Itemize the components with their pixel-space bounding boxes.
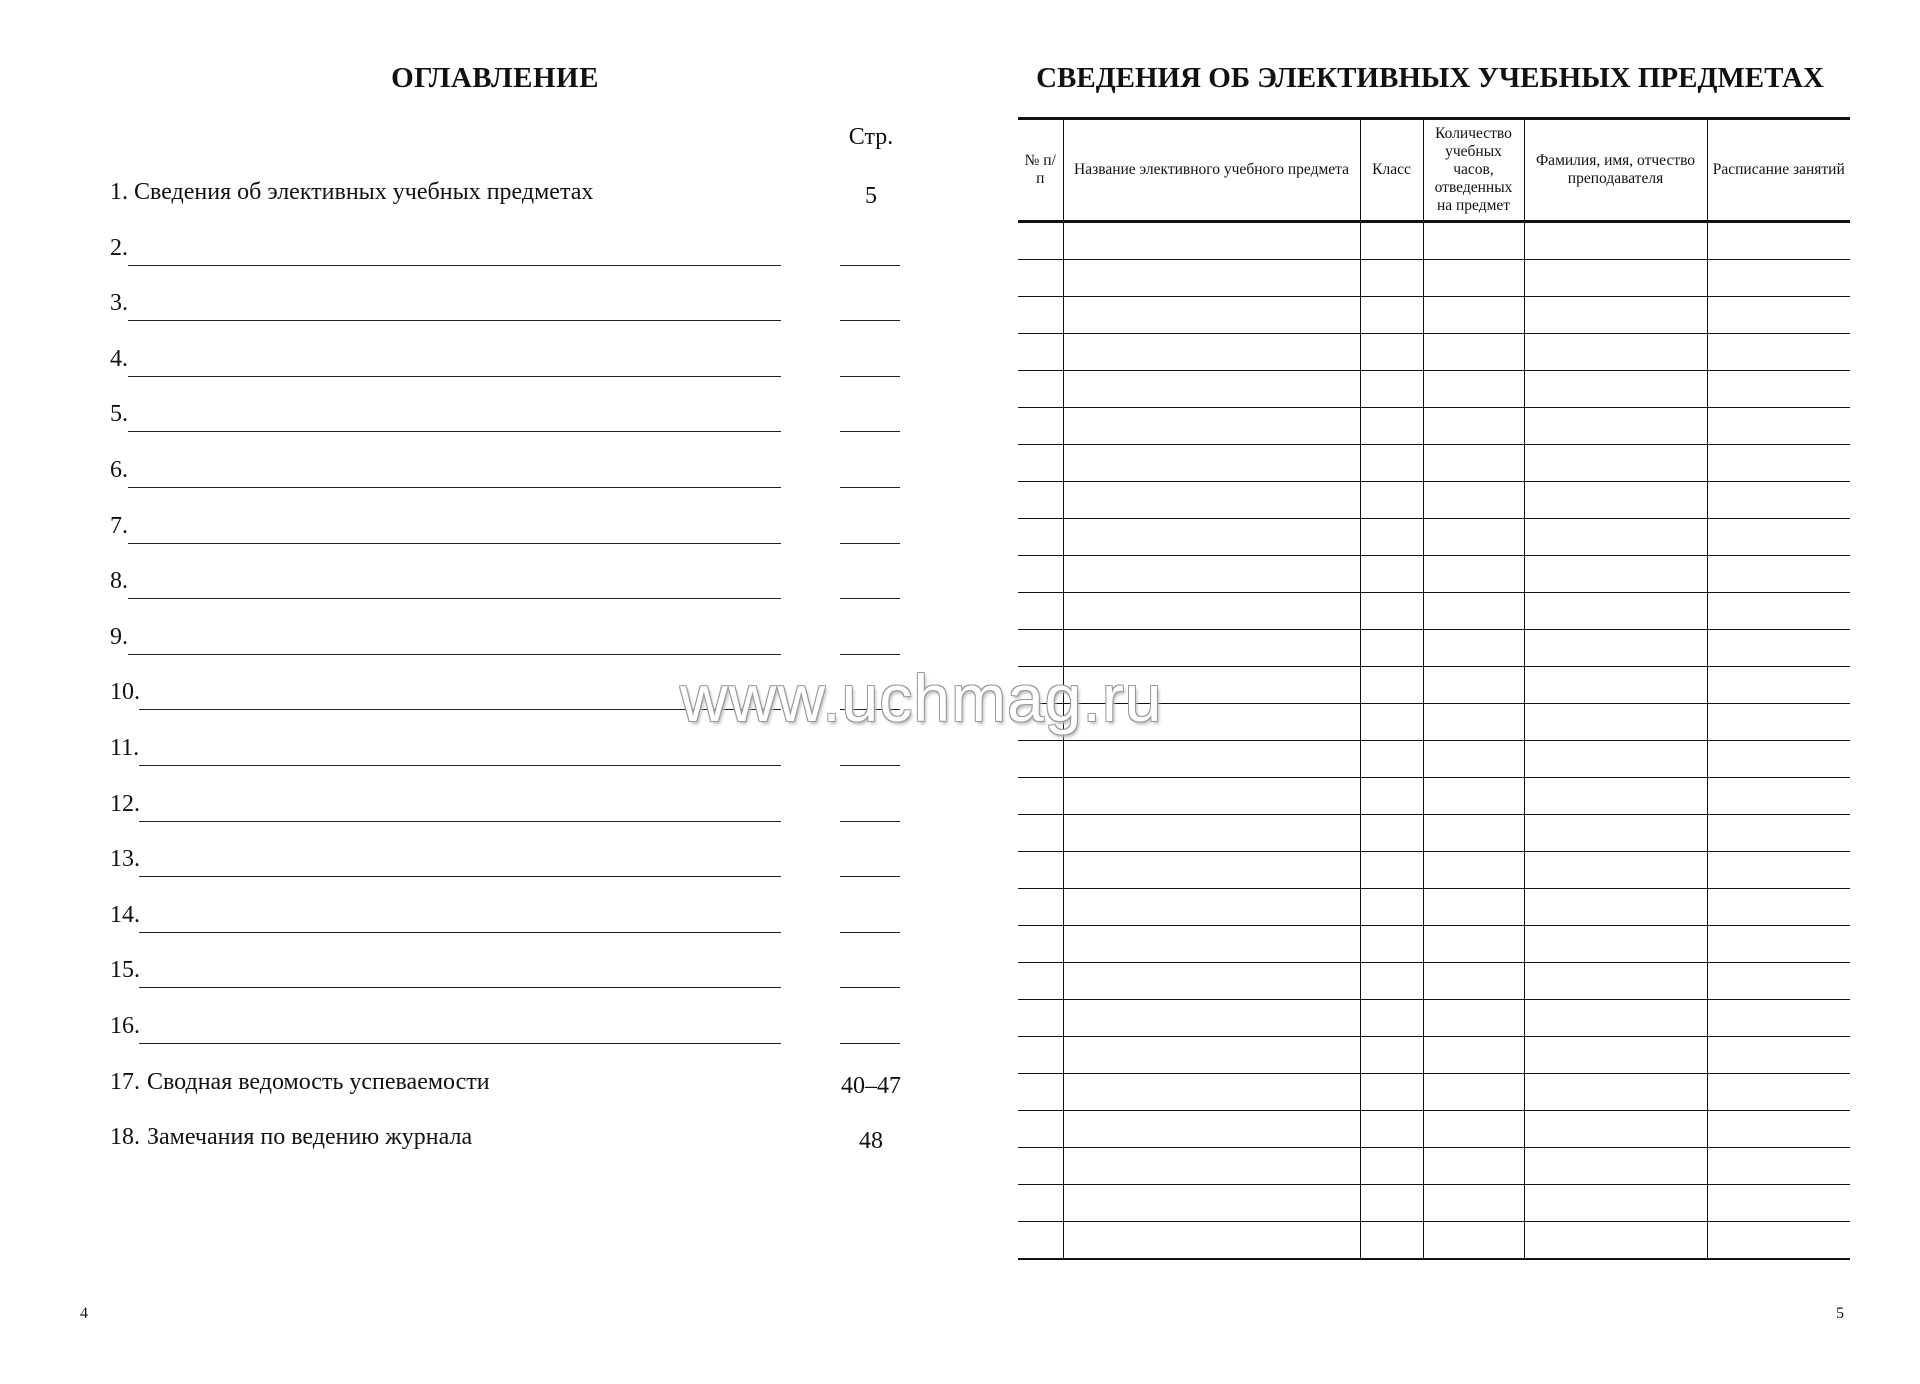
toc-entry-blank-line: [128, 543, 781, 544]
cell-hours: [1423, 704, 1524, 741]
cell-schedule: [1707, 297, 1850, 334]
right-page: [960, 0, 1920, 1384]
table-row: [1018, 1185, 1850, 1222]
toc-entry-page-blank: [840, 681, 900, 710]
cell-class: [1360, 630, 1423, 667]
toc-row: [110, 672, 910, 712]
cell-schedule: [1707, 593, 1850, 630]
cell-teacher: [1524, 630, 1707, 667]
table-row: [1018, 963, 1850, 1000]
table-row: [1018, 334, 1850, 371]
cell-class: [1360, 815, 1423, 852]
cell-subject-name: [1063, 926, 1360, 963]
cell-number: [1018, 1000, 1063, 1037]
cell-class: [1360, 556, 1423, 593]
cell-teacher: [1524, 334, 1707, 371]
cell-class: [1360, 704, 1423, 741]
cell-schedule: [1707, 482, 1850, 519]
cell-class: [1360, 852, 1423, 889]
cell-schedule: [1707, 1185, 1850, 1222]
toc-entry-blank-line: [128, 654, 781, 655]
table-row: [1018, 926, 1850, 963]
cell-teacher: [1524, 482, 1707, 519]
cell-teacher: [1524, 445, 1707, 482]
cell-hours: [1423, 852, 1524, 889]
electives-table: [1018, 117, 1850, 1260]
cell-number: [1018, 593, 1063, 630]
cell-teacher: [1524, 1185, 1707, 1222]
col-header-schedule: Расписание занятий: [1707, 119, 1850, 222]
toc-entry-page-blank: [840, 570, 900, 599]
cell-number: [1018, 371, 1063, 408]
cell-subject-name: [1063, 741, 1360, 778]
cell-class: [1360, 889, 1423, 926]
table-row: [1018, 704, 1850, 741]
toc-entry-blank-line: [139, 765, 781, 766]
toc-entry-number: 9.: [110, 623, 128, 650]
watermark: www.uchmag.ru: [680, 661, 1163, 735]
toc-entry-number: 2.: [110, 234, 128, 261]
table-row: [1018, 222, 1850, 260]
cell-number: [1018, 1148, 1063, 1185]
cell-subject-name: [1063, 222, 1360, 260]
cell-hours: [1423, 222, 1524, 260]
cell-teacher: [1524, 408, 1707, 445]
cell-teacher: [1524, 667, 1707, 704]
cell-schedule: [1707, 963, 1850, 1000]
cell-schedule: [1707, 630, 1850, 667]
cell-class: [1360, 1037, 1423, 1074]
cell-class: [1360, 1000, 1423, 1037]
cell-hours: [1423, 778, 1524, 815]
cell-subject-name: [1063, 297, 1360, 334]
toc-row: [110, 561, 910, 601]
table-row: [1018, 593, 1850, 630]
col-header-teacher: Фамилия, имя, отчество преподавателя: [1524, 119, 1707, 222]
toc-entry-blank-line: [128, 487, 781, 488]
toc-entry-number: 5.: [110, 401, 128, 428]
table-row: [1018, 408, 1850, 445]
toc-entry-blank-line: [139, 876, 781, 877]
cell-schedule: [1707, 519, 1850, 556]
cell-hours: [1423, 889, 1524, 926]
cell-number: [1018, 926, 1063, 963]
cell-class: [1360, 222, 1423, 260]
cell-class: [1360, 1148, 1423, 1185]
toc-entry-blank-line: [128, 320, 781, 321]
cell-subject-name: [1063, 815, 1360, 852]
cell-hours: [1423, 1000, 1524, 1037]
cell-teacher: [1524, 297, 1707, 334]
cell-subject-name: [1063, 630, 1360, 667]
cell-teacher: [1524, 260, 1707, 297]
cell-schedule: [1707, 852, 1850, 889]
toc-entry-page-blank: [840, 737, 900, 766]
toc-entry-page-blank: [840, 237, 900, 266]
toc-entry-page-blank: [840, 626, 900, 655]
table-row: [1018, 1111, 1850, 1148]
cell-number: [1018, 815, 1063, 852]
cell-schedule: [1707, 889, 1850, 926]
cell-schedule: [1707, 1074, 1850, 1111]
cell-class: [1360, 445, 1423, 482]
cell-number: [1018, 630, 1063, 667]
toc-entry-number: 3.: [110, 290, 128, 317]
toc-row: [110, 394, 910, 434]
toc-entry-number: 12.: [110, 790, 140, 817]
toc-entry-number: 1.: [110, 179, 128, 205]
cell-subject-name: [1063, 1074, 1360, 1111]
cell-class: [1360, 963, 1423, 1000]
cell-schedule: [1707, 408, 1850, 445]
cell-schedule: [1707, 222, 1850, 260]
cell-class: [1360, 297, 1423, 334]
toc-entry-number: 6.: [110, 457, 128, 483]
cell-class: [1360, 1111, 1423, 1148]
toc-entry-number: 15.: [110, 957, 140, 984]
cell-hours: [1423, 482, 1524, 519]
table-row: [1018, 1000, 1850, 1037]
toc-entry-page: 5: [865, 183, 877, 209]
toc-entry-blank-line: [128, 265, 781, 266]
cell-subject-name: [1063, 889, 1360, 926]
cell-hours: [1423, 371, 1524, 408]
cell-teacher: [1524, 222, 1707, 260]
toc-entry-page-blank: [840, 515, 900, 544]
cell-schedule: [1707, 445, 1850, 482]
toc-entry-label: Замечания по ведению журнала: [147, 1124, 473, 1151]
cell-teacher: [1524, 926, 1707, 963]
toc-entry-page-blank: [840, 348, 900, 377]
cell-number: [1018, 260, 1063, 297]
toc-row: [110, 1062, 910, 1102]
table-row: [1018, 260, 1850, 297]
toc-row: [110, 506, 910, 546]
cell-subject-name: [1063, 371, 1360, 408]
cell-hours: [1423, 1148, 1524, 1185]
cell-hours: [1423, 963, 1524, 1000]
table-row: [1018, 852, 1850, 889]
cell-hours: [1423, 1074, 1524, 1111]
toc-row: [110, 1117, 910, 1157]
cell-subject-name: [1063, 963, 1360, 1000]
cell-subject-name: [1063, 1148, 1360, 1185]
toc-entry-number: 7.: [110, 512, 128, 539]
cell-subject-name: [1063, 852, 1360, 889]
toc-entry-number: 14.: [110, 901, 140, 928]
toc-entry-page: 48: [859, 1128, 883, 1155]
toc-row: [110, 172, 910, 212]
cell-schedule: [1707, 334, 1850, 371]
cell-schedule: [1707, 371, 1850, 408]
cell-class: [1360, 519, 1423, 556]
cell-number: [1018, 704, 1063, 741]
cell-class: [1360, 778, 1423, 815]
toc-row: [110, 895, 910, 935]
toc-entry-blank-line: [139, 932, 781, 933]
toc-row: [110, 728, 910, 768]
col-header-number: № п/п: [1018, 119, 1063, 222]
cell-schedule: [1707, 260, 1850, 297]
cell-teacher: [1524, 778, 1707, 815]
table-row: [1018, 815, 1850, 852]
table-row: [1018, 519, 1850, 556]
cell-teacher: [1524, 852, 1707, 889]
cell-subject-name: [1063, 482, 1360, 519]
toc-entry-page-blank: [840, 904, 900, 933]
cell-number: [1018, 1037, 1063, 1074]
toc-entry-number: 10.: [110, 679, 140, 706]
toc-row: [110, 283, 910, 323]
toc-page-column-header: Стр.: [848, 124, 894, 150]
toc-entry-page-blank: [840, 1015, 900, 1044]
toc-row: [110, 450, 910, 490]
cell-schedule: [1707, 667, 1850, 704]
cell-teacher: [1524, 1148, 1707, 1185]
cell-subject-name: [1063, 408, 1360, 445]
cell-number: [1018, 445, 1063, 482]
cell-teacher: [1524, 741, 1707, 778]
cell-hours: [1423, 408, 1524, 445]
cell-schedule: [1707, 1222, 1850, 1260]
table-row: [1018, 889, 1850, 926]
cell-teacher: [1524, 1037, 1707, 1074]
cell-teacher: [1524, 593, 1707, 630]
toc-row: [110, 950, 910, 990]
cell-number: [1018, 297, 1063, 334]
toc-entry-page-blank: [840, 292, 900, 321]
cell-hours: [1423, 926, 1524, 963]
cell-class: [1360, 1222, 1423, 1260]
toc-entry-number: 17.: [110, 1068, 140, 1095]
cell-subject-name: [1063, 1111, 1360, 1148]
cell-teacher: [1524, 556, 1707, 593]
toc-entry-page-blank: [840, 403, 900, 432]
cell-hours: [1423, 519, 1524, 556]
cell-schedule: [1707, 1111, 1850, 1148]
cell-subject-name: [1063, 334, 1360, 371]
cell-schedule: [1707, 741, 1850, 778]
cell-hours: [1423, 593, 1524, 630]
table-row: [1018, 556, 1850, 593]
cell-hours: [1423, 630, 1524, 667]
cell-number: [1018, 334, 1063, 371]
toc-row: [110, 839, 910, 879]
table-row: [1018, 1037, 1850, 1074]
cell-class: [1360, 741, 1423, 778]
toc-entry-page-blank: [840, 959, 900, 988]
table-row: [1018, 1222, 1850, 1260]
cell-number: [1018, 1185, 1063, 1222]
toc-entry-number: 8.: [110, 568, 128, 595]
toc-entry-page: 40–47: [841, 1072, 901, 1099]
cell-subject-name: [1063, 260, 1360, 297]
toc-entry-blank-line: [128, 598, 781, 599]
toc-entry-number: 4.: [110, 345, 128, 372]
toc-entry-blank-line: [139, 987, 781, 988]
cell-number: [1018, 1111, 1063, 1148]
cell-number: [1018, 482, 1063, 519]
table-row: [1018, 371, 1850, 408]
cell-number: [1018, 408, 1063, 445]
cell-class: [1360, 371, 1423, 408]
cell-hours: [1423, 260, 1524, 297]
table-row: [1018, 1148, 1850, 1185]
toc-entry-blank-line: [128, 431, 781, 432]
cell-class: [1360, 260, 1423, 297]
cell-hours: [1423, 667, 1524, 704]
cell-hours: [1423, 1111, 1524, 1148]
table-row: [1018, 1074, 1850, 1111]
cell-teacher: [1524, 1111, 1707, 1148]
cell-teacher: [1524, 815, 1707, 852]
cell-schedule: [1707, 926, 1850, 963]
cell-class: [1360, 482, 1423, 519]
col-header-subject-name: Название элективного учебного предмета: [1063, 119, 1360, 222]
col-header-class: Класс: [1360, 119, 1423, 222]
cell-hours: [1423, 334, 1524, 371]
toc-row: [110, 339, 910, 379]
cell-number: [1018, 1074, 1063, 1111]
cell-hours: [1423, 445, 1524, 482]
cell-subject-name: [1063, 1185, 1360, 1222]
cell-subject-name: [1063, 556, 1360, 593]
cell-schedule: [1707, 1037, 1850, 1074]
cell-subject-name: [1063, 1037, 1360, 1074]
cell-class: [1360, 667, 1423, 704]
toc-entry-label: Сведения об элективных учебных предметах: [134, 179, 594, 205]
table-row: [1018, 297, 1850, 334]
cell-subject-name: [1063, 1000, 1360, 1037]
toc-entry-number: 18.: [110, 1124, 140, 1151]
toc-entry-label: Сводная ведомость успеваемости: [147, 1068, 490, 1095]
toc-entry-number: 11.: [110, 735, 140, 761]
cell-number: [1018, 556, 1063, 593]
cell-hours: [1423, 1037, 1524, 1074]
electives-table-title: СВЕДЕНИЯ ОБ ЭЛЕКТИВНЫХ УЧЕБНЫХ ПРЕДМЕТАХ: [1036, 62, 1824, 94]
table-row: [1018, 778, 1850, 815]
cell-class: [1360, 1074, 1423, 1111]
toc-row: [110, 1006, 910, 1046]
toc-entry-number: 16.: [110, 1013, 140, 1039]
cell-subject-name: [1063, 1222, 1360, 1260]
cell-hours: [1423, 556, 1524, 593]
cell-teacher: [1524, 371, 1707, 408]
cell-subject-name: [1063, 667, 1360, 704]
cell-teacher: [1524, 1074, 1707, 1111]
toc-entry-page-blank: [840, 459, 900, 488]
toc-title: ОГЛАВЛЕНИЕ: [391, 62, 599, 94]
cell-class: [1360, 1185, 1423, 1222]
cell-number: [1018, 963, 1063, 1000]
cell-schedule: [1707, 815, 1850, 852]
cell-teacher: [1524, 889, 1707, 926]
cell-number: [1018, 741, 1063, 778]
col-header-hours: Количество учебных часов, отведенных на предмет: [1423, 119, 1524, 222]
cell-subject-name: [1063, 445, 1360, 482]
toc-entry-blank-line: [139, 1043, 781, 1044]
cell-class: [1360, 334, 1423, 371]
toc-entry-blank-line: [128, 376, 781, 377]
cell-subject-name: [1063, 704, 1360, 741]
cell-class: [1360, 408, 1423, 445]
cell-number: [1018, 1222, 1063, 1260]
cell-schedule: [1707, 1000, 1850, 1037]
toc-entry-page-blank: [840, 793, 900, 822]
page-number-right: 5: [1836, 1305, 1844, 1322]
toc-row: [110, 228, 910, 268]
table-row: [1018, 667, 1850, 704]
page-number-left: 4: [80, 1305, 88, 1322]
table-row: [1018, 630, 1850, 667]
toc-entry-blank-line: [139, 709, 781, 710]
cell-number: [1018, 667, 1063, 704]
toc-entry-blank-line: [139, 821, 781, 822]
cell-teacher: [1524, 519, 1707, 556]
cell-hours: [1423, 1185, 1524, 1222]
cell-hours: [1423, 297, 1524, 334]
cell-subject-name: [1063, 778, 1360, 815]
cell-number: [1018, 222, 1063, 260]
cell-number: [1018, 889, 1063, 926]
cell-number: [1018, 519, 1063, 556]
toc-entry-page-blank: [840, 848, 900, 877]
cell-number: [1018, 852, 1063, 889]
cell-schedule: [1707, 704, 1850, 741]
table-row: [1018, 741, 1850, 778]
cell-teacher: [1524, 963, 1707, 1000]
table-row: [1018, 482, 1850, 519]
cell-hours: [1423, 1222, 1524, 1260]
cell-teacher: [1524, 1222, 1707, 1260]
cell-hours: [1423, 815, 1524, 852]
cell-hours: [1423, 741, 1524, 778]
cell-schedule: [1707, 556, 1850, 593]
cell-subject-name: [1063, 519, 1360, 556]
toc-row: [110, 784, 910, 824]
table-row: [1018, 445, 1850, 482]
cell-teacher: [1524, 704, 1707, 741]
toc-row: [110, 617, 910, 657]
cell-subject-name: [1063, 593, 1360, 630]
cell-schedule: [1707, 778, 1850, 815]
cell-schedule: [1707, 1148, 1850, 1185]
cell-class: [1360, 593, 1423, 630]
toc-entry-number: 13.: [110, 846, 140, 873]
cell-class: [1360, 926, 1423, 963]
cell-teacher: [1524, 1000, 1707, 1037]
cell-number: [1018, 778, 1063, 815]
